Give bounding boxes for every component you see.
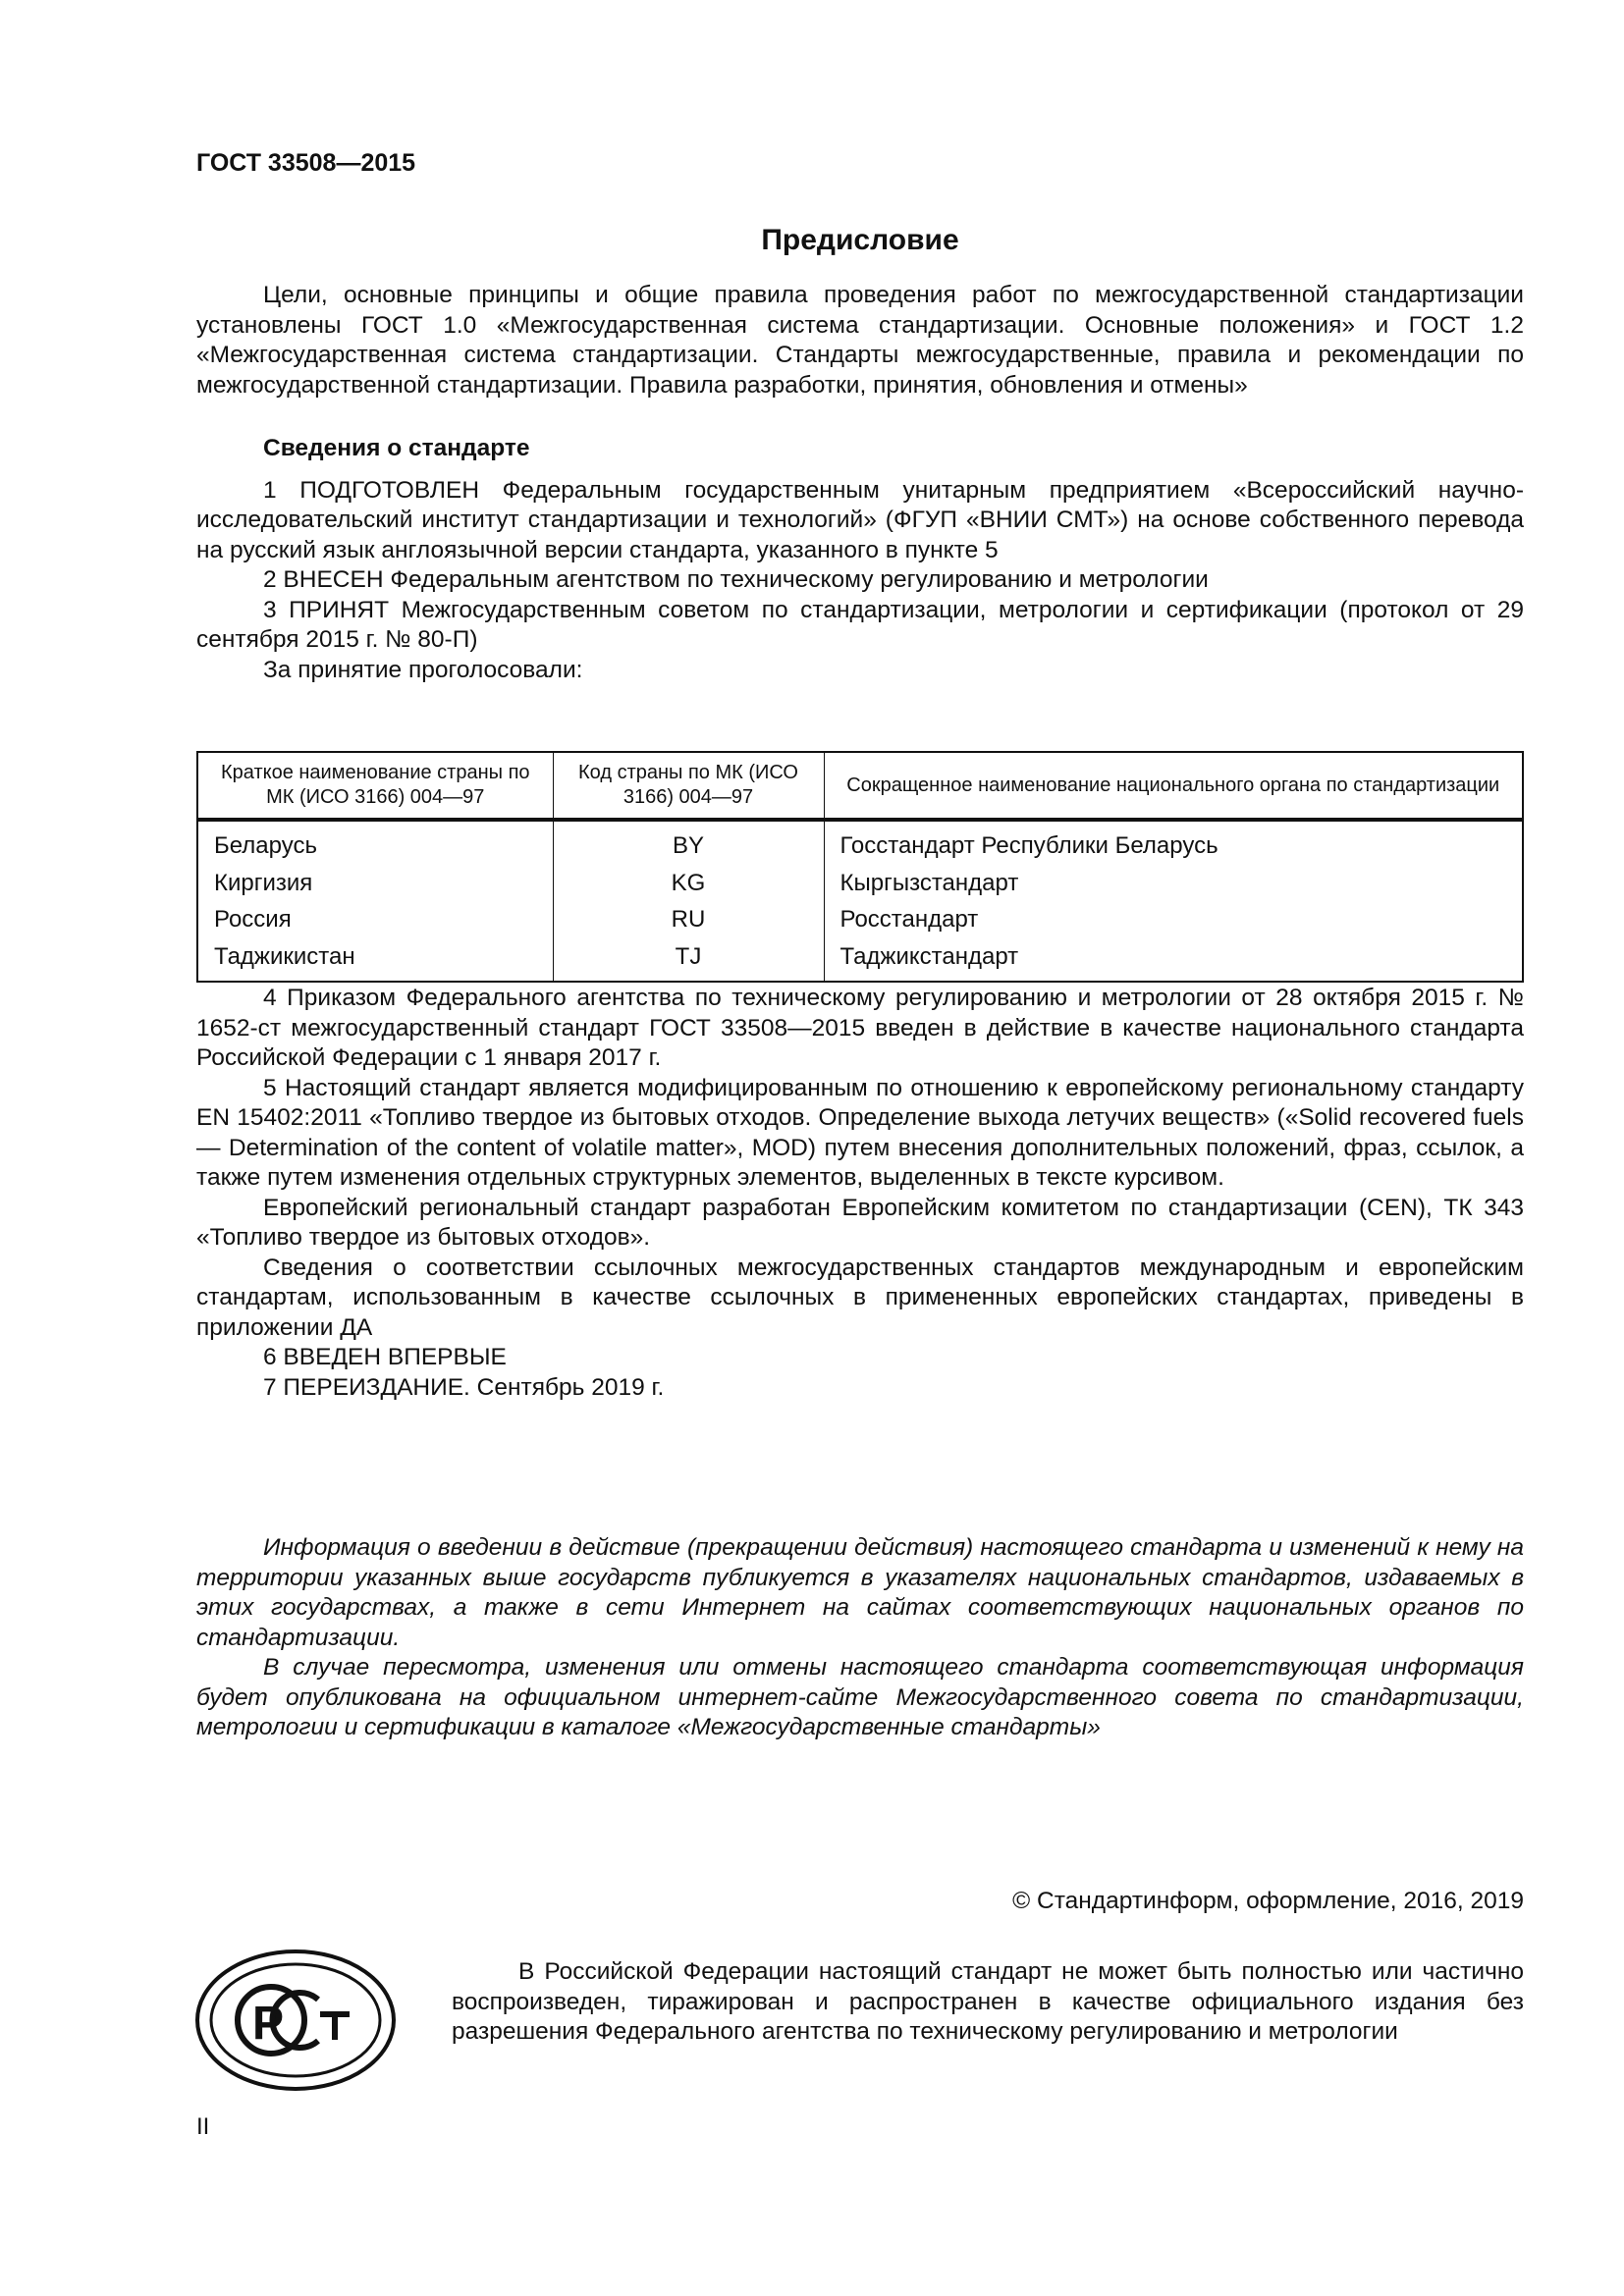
info-item: 5 Настоящий стандарт является модифицированным по отношению к европейскому региональному стандарту EN 15402:2011 «Топливо твердое из бытовых отходов. Определение выхода летучих веществ» («Solid recovered fuels — Determination of the content of volatile matter», MOD) путем внесения дополнительных положений, фраз, ссылок, а также путем изменения отдельных структурных элементов, выделенных в тексте курсивом.	[196, 1074, 1524, 1191]
info-item: 4 Приказом Федерального агентства по техническому регулированию и метрологии от 28 октября 2015 г. № 1652-ст межгосударственный стандарт ГОСТ 33508—2015 введен в действие в качестве национального стандарта Российской Федерации с 1 января 2017 г.	[196, 985, 1524, 1071]
country-cell: Россия	[214, 906, 292, 933]
national-body-cell: Таджикстандарт	[824, 938, 1523, 983]
notice-paragraph: В Российской Федерации настоящий стандарт не может быть полностью или частично воспроизведен, тиражирован и распространен в качестве официального издания без разрешения Федерального агентства по техническому регулированию и метрологии	[452, 1958, 1524, 2045]
table-header-row	[197, 752, 1523, 820]
country-cell: Беларусь	[214, 832, 317, 859]
note-paragraph: В случае пересмотра, изменения или отмены настоящего стандарта соответствующая информация будет опубликована на официальном интернет-сайте Межгосударственного совета по стандартизации, метрологии и сертификации в каталоге «Межгосударственные стандарты»	[196, 1654, 1524, 1740]
country-code-cell: BY	[553, 820, 824, 865]
svg-text:Р: Р	[252, 1998, 285, 2050]
vote-caption: За принятие проголосовали:	[263, 656, 583, 683]
rst-certification-mark-icon	[194, 1949, 397, 2092]
country-code-cell: TJ	[553, 938, 824, 983]
country-code-cell: KG	[553, 865, 824, 902]
info-item: 3 ПРИНЯТ Межгосударственным советом по стандартизации, метрологии и сертификации (протокол от 29 сентября 2015 г. № 80-П)	[196, 596, 1524, 653]
national-body-cell: Росстандарт	[824, 901, 1523, 938]
national-body-cell: Госстандарт Республики Беларусь	[824, 820, 1523, 865]
table-row	[197, 820, 1523, 865]
voting-table	[196, 751, 1524, 983]
country-cell: Таджикистан	[214, 942, 355, 970]
copyright-notice	[452, 1957, 1524, 2048]
info-item: 2 ВНЕСЕН Федеральным агентством по техническому регулированию и метрологии	[263, 566, 1209, 593]
country-code-cell: RU	[553, 901, 824, 938]
page-title: Предисловие	[761, 224, 959, 256]
section-heading: Сведения о стандарте	[263, 435, 530, 461]
national-body-cell: Кыргызстандарт	[824, 865, 1523, 902]
foreword-block	[196, 281, 1524, 400]
column-header: Краткое наименование страны по МК (ИСО 3166) 004—97	[197, 752, 553, 820]
info-item: Европейский региональный стандарт разработан Европейским комитетом по стандартизации (CEN), ТК 343 «Топливо твердое из бытовых отходов».	[196, 1194, 1524, 1251]
notes-block	[196, 1533, 1524, 1743]
rst-logo	[194, 1949, 397, 2092]
column-header: Код страны по МК (ИСО 3166) 004—97	[553, 752, 824, 820]
document-code: ГОСТ 33508—2015	[196, 149, 416, 177]
intro-paragraph: Цели, основные принципы и общие правила проведения работ по межгосударственной стандартизации установлены ГОСТ 1.0 «Межгосударственная система стандартизации. Основные положения» и ГОСТ 1.2 «Межгосударственная система стандартизации. Стандарты межгосударственные, правила и рекомендации по межгосударственной стандартизации. Правила разработки, принятия, обновления и отмены»	[196, 282, 1524, 399]
standard-info-block	[196, 434, 1524, 685]
column-header: Сокращенное наименование национального органа по стандартизации	[824, 752, 1523, 820]
table-row	[197, 865, 1523, 902]
info-item: Сведения о соответствии ссылочных межгосударственных стандартов международным и европейским стандартам, использованным в качестве ссылочных в примененных европейских стандартах, приведены в приложении ДА	[196, 1254, 1524, 1341]
table-row	[197, 938, 1523, 983]
standard-info-continued	[196, 984, 1524, 1403]
info-item: 1 ПОДГОТОВЛЕН Федеральным государственным унитарным предприятием «Всероссийский научно-исследовательский институт стандартизации и технологий» (ФГУП «ВНИИ СМТ») на основе собственного перевода на русский язык англоязычной версии стандарта, указанного в пункте 5	[196, 476, 1524, 563]
table-row	[197, 901, 1523, 938]
info-item: 6 ВВЕДЕН ВПЕРВЫЕ	[263, 1344, 507, 1370]
note-paragraph: Информация о введении в действие (прекращении действия) настоящего стандарта и изменений к нему на территории указанных выше государств публикуется в указателях национальных стандартов, издаваемых в этих государствах, а также в сети Интернет на сайтах соответствующих национальных органов по стандартизации.	[196, 1534, 1524, 1651]
copyright-line: © Стандартинформ, оформление, 2016, 2019	[1012, 1888, 1524, 1914]
page-number: II	[196, 2113, 210, 2140]
country-cell: Киргизия	[214, 869, 313, 896]
info-item: 7 ПЕРЕИЗДАНИЕ. Сентябрь 2019 г.	[263, 1373, 665, 1401]
